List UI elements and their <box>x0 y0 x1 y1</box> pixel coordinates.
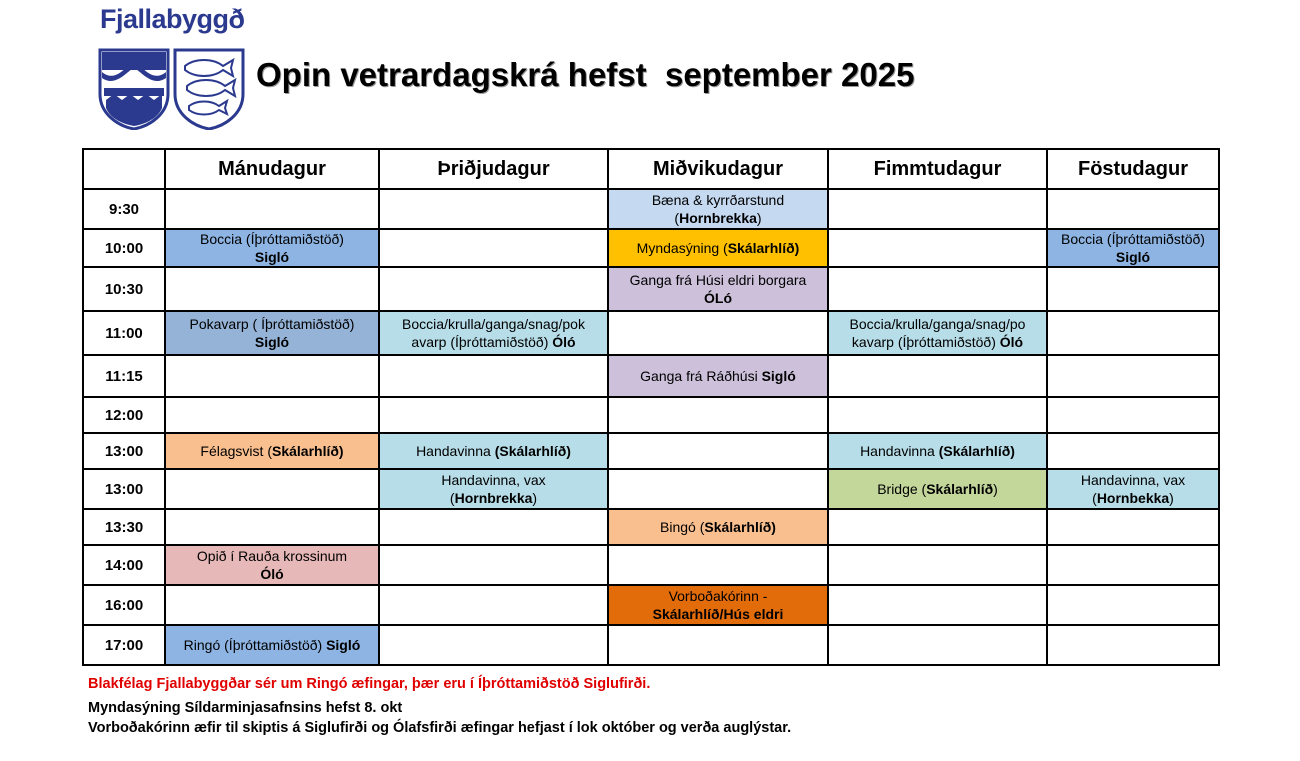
empty-cell <box>379 397 608 433</box>
time-cell: 9:30 <box>83 189 165 229</box>
empty-cell <box>608 545 828 585</box>
siglufjordur-crest-icon <box>98 48 170 130</box>
day-header: Miðvikudagur <box>608 149 828 189</box>
activity-cell <box>828 469 1047 509</box>
weekly-schedule-table <box>82 148 1220 666</box>
activity-name: Bridge (Skálarhlíð) <box>877 481 998 497</box>
activity-location: avarp (Íþróttamiðstöð) Óló <box>411 334 576 350</box>
time-cell: 13:30 <box>83 509 165 545</box>
activity-name: Bingó (Skálarhlíð) <box>660 519 776 535</box>
activity-location: Sigló <box>254 334 290 350</box>
empty-cell <box>379 509 608 545</box>
empty-cell <box>828 585 1047 625</box>
activity-location: Skálarhlíð/Hús eldri <box>652 606 784 622</box>
empty-cell <box>165 469 379 509</box>
activity-location: Sigló <box>254 249 290 265</box>
activity-name: Ganga frá Húsi eldri borgara <box>629 272 807 288</box>
empty-cell <box>165 189 379 229</box>
day-header: Föstudagur <box>1047 149 1219 189</box>
activity-name: Pokavarp ( Íþróttamiðstöð) <box>189 316 355 332</box>
activity-location: (Hornbekka) <box>1092 490 1174 506</box>
activity-name: Boccia/krulla/ganga/snag/po <box>849 316 1026 332</box>
activity-cell <box>165 229 379 267</box>
schedule-row <box>83 397 1219 433</box>
empty-cell <box>165 355 379 397</box>
activity-name: Vorboðakórinn - <box>668 588 768 604</box>
empty-cell <box>379 229 608 267</box>
empty-cell <box>828 355 1047 397</box>
day-header: Mánudagur <box>165 149 379 189</box>
empty-cell <box>608 311 828 355</box>
time-cell: 10:30 <box>83 267 165 311</box>
empty-cell <box>1047 625 1219 665</box>
activity-location: kavarp (Íþróttamiðstöð) Óló <box>851 334 1024 350</box>
time-cell: 13:00 <box>83 469 165 509</box>
activity-cell <box>608 585 828 625</box>
schedule-row <box>83 509 1219 545</box>
header-row <box>83 149 1219 189</box>
empty-cell <box>828 397 1047 433</box>
empty-cell <box>165 267 379 311</box>
schedule-row <box>83 355 1219 397</box>
empty-cell <box>379 267 608 311</box>
empty-cell <box>1047 397 1219 433</box>
schedule-row <box>83 585 1219 625</box>
activity-name: Handavinna (Skálarhlíð) <box>416 443 571 459</box>
empty-cell <box>828 545 1047 585</box>
note-exhibition: Myndasýning Síldarminjasafnsins hefst 8. okt <box>88 700 403 716</box>
footnotes <box>88 674 791 738</box>
note-choir: Vorboðakórinn æfir til skiptis á Siglufirði og Ólafsfirði æfingar hefjast í lok október og verða auglýstar. <box>88 720 792 736</box>
page-title: Opin vetrardagskrá hefst september 2025 <box>256 56 915 93</box>
activity-cell <box>1047 469 1219 509</box>
schedule-row <box>83 267 1219 311</box>
activity-name: Handavinna, vax <box>441 472 546 488</box>
activity-name: Myndasýning (Skálarhlíð) <box>636 240 800 256</box>
activity-cell <box>608 509 828 545</box>
empty-cell <box>1047 545 1219 585</box>
activity-name: Bæna & kyrrðarstund <box>651 192 785 208</box>
activity-name: Handavinna (Skálarhlíð) <box>860 443 1015 459</box>
activity-cell <box>608 355 828 397</box>
activity-cell <box>379 469 608 509</box>
schedule-row <box>83 229 1219 267</box>
empty-cell <box>1047 189 1219 229</box>
empty-cell <box>379 189 608 229</box>
empty-cell <box>379 355 608 397</box>
activity-name: Boccia/krulla/ganga/snag/pok <box>402 316 585 332</box>
time-cell: 12:00 <box>83 397 165 433</box>
empty-cell <box>828 267 1047 311</box>
activity-location: Sigló <box>1115 249 1151 265</box>
empty-cell <box>828 625 1047 665</box>
activity-cell <box>608 189 828 229</box>
activity-cell <box>165 311 379 355</box>
schedule-row <box>83 469 1219 509</box>
activity-cell <box>1047 229 1219 267</box>
empty-cell <box>165 509 379 545</box>
empty-cell <box>379 585 608 625</box>
activity-cell <box>165 545 379 585</box>
activity-name: Boccia (Íþróttamiðstöð) <box>200 231 344 247</box>
empty-cell <box>608 433 828 469</box>
empty-cell <box>828 229 1047 267</box>
activity-location: Óló <box>260 566 284 582</box>
activity-cell <box>828 433 1047 469</box>
activity-name: Handavinna, vax <box>1080 472 1186 488</box>
activity-cell <box>165 433 379 469</box>
empty-cell <box>379 625 608 665</box>
activity-cell <box>379 433 608 469</box>
activity-location: ÓLó <box>704 290 732 306</box>
time-cell: 14:00 <box>83 545 165 585</box>
activity-location: (Hornbrekka) <box>674 210 762 226</box>
empty-cell <box>1047 267 1219 311</box>
time-cell: 11:00 <box>83 311 165 355</box>
empty-cell <box>165 585 379 625</box>
time-cell: 16:00 <box>83 585 165 625</box>
empty-cell <box>165 397 379 433</box>
empty-cell <box>608 625 828 665</box>
schedule-row <box>83 189 1219 229</box>
activity-name: Ringó (Íþróttamiðstöð) Sigló <box>183 637 361 653</box>
day-header: Fimmtudagur <box>828 149 1047 189</box>
schedule-row <box>83 625 1219 665</box>
empty-cell <box>1047 355 1219 397</box>
schedule-row <box>83 311 1219 355</box>
day-header: Þriðjudagur <box>379 149 608 189</box>
activity-cell <box>608 267 828 311</box>
empty-cell <box>379 545 608 585</box>
empty-cell <box>608 469 828 509</box>
note-ringo: Blakfélag Fjallabyggðar sér um Ringó æfingar, þær eru í Íþróttamiðstöð Siglufirði. <box>88 676 651 692</box>
activity-name: Félagsvist (Skálarhlíð) <box>200 443 344 459</box>
fjallabyggd-logo-text: Fjallabyggð <box>100 4 245 34</box>
activity-cell <box>379 311 608 355</box>
corner-cell <box>83 149 165 189</box>
schedule-row <box>83 433 1219 469</box>
olafsfjordur-fish-crest-icon <box>173 48 245 130</box>
time-cell: 13:00 <box>83 433 165 469</box>
activity-name: Opið í Rauða krossinum <box>196 548 348 564</box>
empty-cell <box>828 509 1047 545</box>
activity-cell <box>608 229 828 267</box>
empty-cell <box>608 397 828 433</box>
time-cell: 11:15 <box>83 355 165 397</box>
empty-cell <box>828 189 1047 229</box>
time-cell: 17:00 <box>83 625 165 665</box>
empty-cell <box>1047 311 1219 355</box>
activity-cell <box>828 311 1047 355</box>
activity-name: Boccia (Íþróttamiðstöð) <box>1061 231 1205 247</box>
empty-cell <box>1047 585 1219 625</box>
empty-cell <box>1047 433 1219 469</box>
activity-location: (Hornbrekka) <box>449 490 538 506</box>
activity-cell <box>165 625 379 665</box>
time-cell: 10:00 <box>83 229 165 267</box>
activity-name: Ganga frá Ráðhúsi Sigló <box>640 368 796 384</box>
schedule-row <box>83 545 1219 585</box>
empty-cell <box>1047 509 1219 545</box>
